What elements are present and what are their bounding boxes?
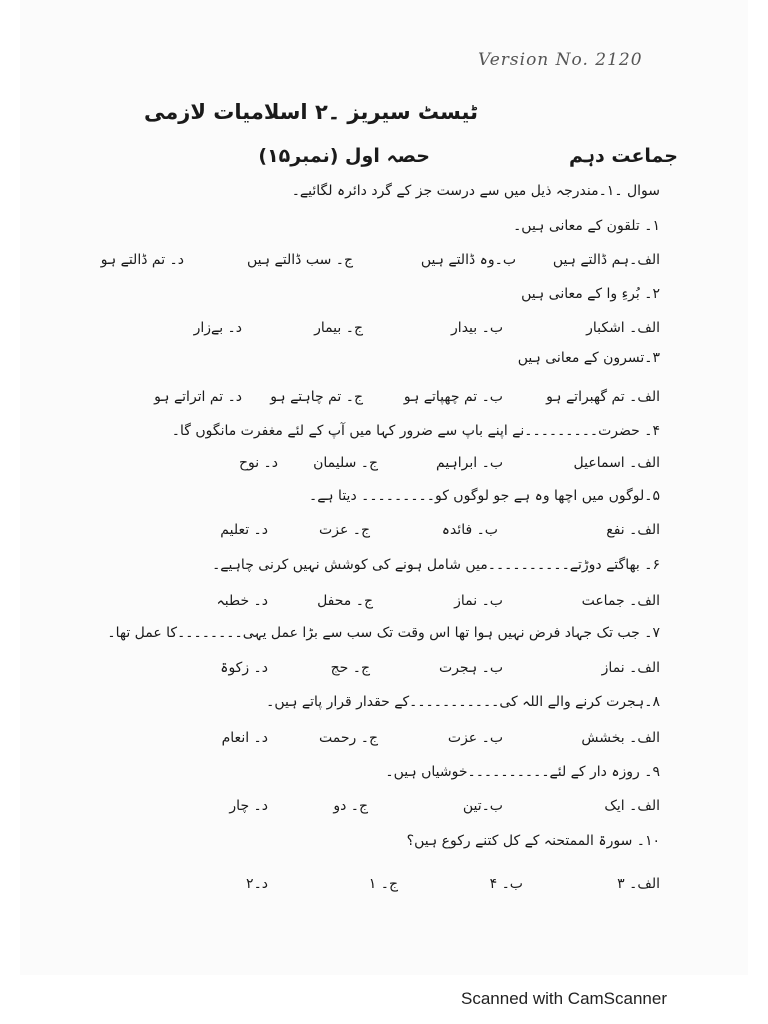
option-d: د۔ تعلیم (220, 522, 268, 538)
option-c: ج۔ رحمت (319, 730, 378, 746)
option-c: ج۔ ۱ (368, 876, 398, 892)
option-d: د۔ نوح (238, 455, 278, 471)
option-b: ب۔ ہجرت (439, 660, 503, 676)
option-c: ج۔ سب ڈالتے ہیں (247, 252, 353, 268)
option-d: د۔ زکوۃ (220, 660, 268, 676)
option-a: الف۔ ۳ (617, 876, 660, 892)
question-text: ۱۔ تلقون کے معانی ہیں۔ (513, 218, 660, 234)
question-text: ۴۔ حضرت۔۔۔۔۔۔۔۔۔نے اپنے باپ سے ضرور کہا میں آپ کے لئے مغفرت مانگوں گا۔ (171, 423, 660, 439)
option-b: ب۔ نماز (454, 593, 503, 609)
option-d: د۔ تم اتراتے ہو (154, 389, 242, 405)
option-c: ج۔ عزت (319, 522, 370, 538)
option-a: الف۔ اسماعیل (573, 455, 660, 471)
option-c: ج۔ حج (330, 660, 370, 676)
option-b: ب۔ ابراہیم (436, 455, 503, 471)
option-b: ب۔ بیدار (451, 320, 503, 336)
option-d: د۔ تم ڈالتے ہو (100, 252, 184, 268)
option-b: ب۔ فائدہ (441, 522, 498, 538)
question-text: ۵۔لوگوں میں اچھا وہ ہے جو لوگوں کو۔۔۔۔۔۔۔۔۔ دیتا ہے۔ (309, 488, 660, 504)
option-c: ج۔ تم چاہتے ہو (270, 389, 363, 405)
option-c: ج۔ بیمار (314, 320, 363, 336)
option-c: ج۔ محفل (317, 593, 373, 609)
option-a: الف۔ نفع (606, 522, 660, 538)
section-label: حصہ اول (نمبر۱۵) (258, 145, 430, 167)
option-c: ج۔ دو (333, 798, 368, 814)
option-b: ب۔وہ ڈالتے ہیں (420, 252, 516, 268)
option-b: ب۔ عزت (447, 730, 503, 746)
option-a: الف۔ نماز (601, 660, 660, 676)
scanner-watermark: Scanned with CamScanner (461, 989, 668, 1008)
class-label: جماعت دہم (568, 145, 678, 167)
option-a: الف۔ہم ڈالتے ہیں (552, 252, 660, 268)
question-text: ۲۔ بُرءِ وا کے معانی ہیں (521, 286, 660, 302)
option-b: ب۔ ۴ (489, 876, 523, 892)
option-d: د۔۲ (246, 876, 268, 892)
option-d: د۔ بےزار (193, 320, 242, 336)
option-a: الف۔ بخشش (581, 730, 660, 746)
option-d: د۔ خطبہ (216, 593, 268, 609)
question-text: ۹۔ روزہ دار کے لئے۔۔۔۔۔۔۔۔۔۔خوشیاں ہیں۔ (385, 764, 660, 780)
option-a: الف۔ تم گھبراتے ہو (546, 389, 660, 405)
option-a: الف۔ اشکبار (586, 320, 660, 336)
option-a: الف۔ جماعت (581, 593, 660, 609)
option-d: د۔ چار (229, 798, 268, 814)
question-text: ۱۰۔ سورۃ الممتحنہ کے کل کتنے رکوع ہیں؟ (406, 833, 660, 849)
option-a: الف۔ ایک (604, 798, 660, 814)
instruction-text: سوال ۔۱۔مندرجہ ذیل میں سے درست جز کے گرد دائرہ لگائیے۔ (291, 183, 660, 199)
option-b: ب۔تین (462, 798, 503, 814)
option-b: ب۔ تم چھپاتے ہو (403, 389, 503, 405)
question-text: ۷۔ جب تک جہاد فرض نہیں ہوا تھا اس وقت تک سب سے بڑا عمل یہی۔۔۔۔۔۔۔۔کا عمل تھا۔ (107, 625, 660, 641)
option-c: ج۔ سلیمان (313, 455, 378, 471)
question-text: ۳۔تسرون کے معانی ہیں (517, 350, 660, 366)
page-title: ٹیسٹ سیریز ۔۲ اسلامیات لازمی (143, 100, 478, 124)
option-d: د۔ انعام (221, 730, 268, 746)
question-text: ۶۔ بھاگتے دوڑتے۔۔۔۔۔۔۔۔۔۔میں شامل ہونے کی کوشش نہیں کرنی چاہیے۔ (212, 557, 660, 573)
question-text: ۸۔ہجرت کرنے والے اللہ کی۔۔۔۔۔۔۔۔۔۔۔کے حقدار قرار پاتے ہیں۔ (266, 694, 660, 710)
version-number: Version No. 2120 (478, 50, 643, 70)
